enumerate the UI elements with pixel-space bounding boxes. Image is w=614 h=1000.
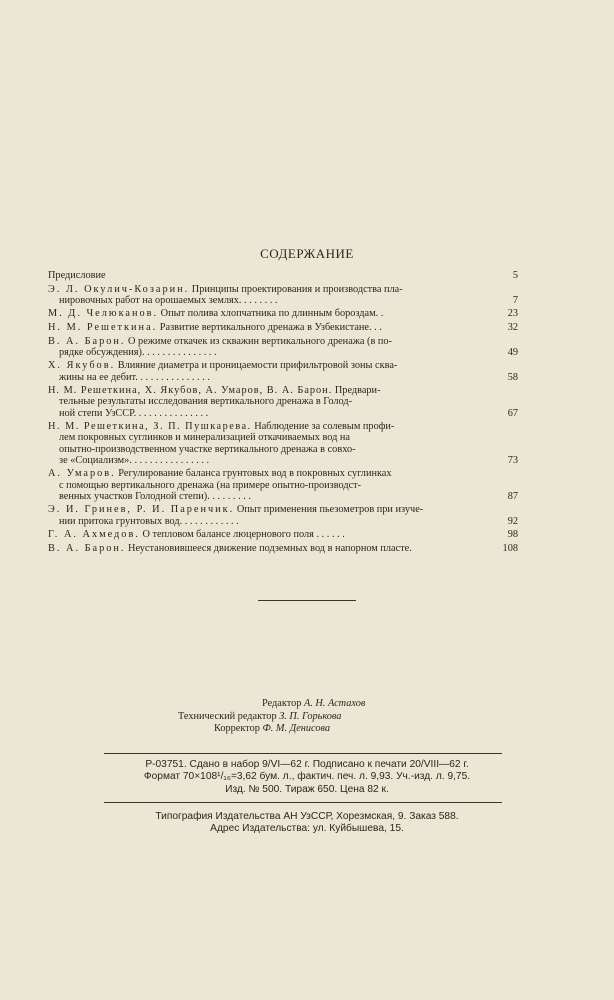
tech-editor-name: З. П. Горькова: [279, 710, 342, 722]
corrector-name: Ф. М. Денисова: [262, 723, 331, 734]
entry-text: Развитие вертикального дренажа в Узбекистане. . .: [159, 321, 382, 333]
entry-text: Предвари-: [334, 385, 381, 397]
top-rule: [104, 753, 502, 754]
imprint-line: Р-03751. Сдано в набор 9/VI—62 г. Подписано к печати 20/VIII—62 г.: [145, 759, 469, 770]
entry-text: нировочных работ на орошаемых землях. . . . . . . .: [59, 294, 278, 306]
toc-entry: [48, 543, 518, 554]
entry-text: Регулирование баланса грунтовых вод в покровных суглинках: [118, 468, 392, 480]
entry-text: лем покровных суглинков и минерализацией откачиваемых вод на: [59, 432, 351, 444]
toc-entry: [48, 504, 518, 526]
editor-name: А. Н. Астахов: [303, 698, 366, 709]
entry-text: Принципы проектирования и производства пла-: [191, 283, 403, 295]
entry-author: М. Д. Челюканов.: [48, 308, 159, 320]
entry-text: Влияние диаметра и проницаемости прифильтровой зоны сква-: [117, 360, 398, 372]
toc-entry: [48, 284, 518, 306]
editor-label: Редактор: [262, 698, 302, 709]
page-number: 108: [502, 542, 518, 554]
entry-text: рядке обсуждения). . . . . . . . . . . . . . .: [59, 346, 217, 358]
entry-text: Опыт полива хлопчатника по длинным бороздам. .: [160, 308, 384, 320]
section-divider: [258, 600, 356, 601]
printer-block: [0, 811, 614, 836]
entry-author: Э. Л. Окулич-Козарин.: [48, 283, 190, 295]
page-number: 7: [512, 294, 518, 306]
contents-heading: СОДЕРЖАНИЕ: [260, 246, 354, 261]
page-number: 92: [507, 515, 518, 527]
corrector-line: [214, 723, 330, 736]
page-number: 5: [512, 270, 518, 281]
editor-line: [262, 698, 365, 711]
entry-text: Неустановившееся движение подземных вод в напорном пласте.: [128, 542, 412, 554]
imprint-line: Формат 70×108¹/₁₆=3,62 бум. л., фактич. печ. л. 9,93. Уч.-изд. л. 9,75.: [143, 771, 471, 783]
page-number: 98: [507, 529, 518, 541]
toc-entry: [48, 421, 518, 466]
corrector-label: Корректор: [214, 723, 260, 734]
entry-author: Г. А. Ахмедов.: [48, 529, 140, 541]
entry-text: опытно-производственном участке вертикального дренажа в совхо-: [59, 443, 356, 455]
entry-text: венных участков Голодной степи). . . . . . . . .: [59, 490, 251, 502]
entry-author: Х. Якубов.: [48, 360, 116, 372]
imprint-line: Изд. № 500. Тираж 650. Цена 82 к.: [225, 783, 389, 795]
entry-text: жины на ее дебит. . . . . . . . . . . . . . .: [59, 371, 210, 383]
entry-author: А. Умаров.: [48, 468, 116, 480]
toc-entry: [48, 468, 518, 502]
toc-entry: [48, 336, 518, 358]
table-of-contents: [48, 270, 518, 556]
imprint-block: [0, 759, 614, 796]
entry-text: Предисловие: [48, 270, 106, 281]
entry-author: Н. М. Решеткина, Х. Якубов, А. Умаров, В. А. Барон.: [48, 385, 333, 397]
page-number: 87: [507, 490, 518, 502]
printer-line: Типография Издательства АН УзССР, Хорезмская, 9. Заказ 588.: [155, 811, 459, 822]
entry-text: О тепловом балансе люцернового поля . . . . . .: [142, 529, 345, 541]
tech-editor-line: [178, 711, 341, 724]
entry-text: тельные результаты исследования вертикального дренажа в Голод-: [59, 396, 353, 408]
entry-author: В. А. Барон.: [48, 335, 126, 347]
entry-text: с помощью вертикального дренажа (на примере опытно-производст-: [59, 479, 362, 491]
entry-text: Опыт применения пьезометров при изуче-: [236, 504, 424, 516]
entry-author: В. А. Барон.: [48, 542, 126, 554]
page-number: 32: [507, 321, 518, 333]
page-number: 67: [507, 407, 518, 419]
toc-entry: [48, 308, 518, 319]
entry-text: ной степи УзССР. . . . . . . . . . . . . . .: [59, 407, 209, 419]
entry-text: О режиме откачек из скважин вертикального дренажа (в по-: [128, 335, 392, 347]
entry-author: Э. И. Гринев, Р. И. Паренчик.: [48, 504, 235, 516]
entry-author: Н. М. Решеткина, З. П. Пушкарева.: [48, 421, 252, 433]
entry-author: Н. М. Решеткина.: [48, 321, 158, 333]
bottom-rule: [104, 802, 502, 803]
entry-text: нии притока грунтовых вод. . . . . . . . . . . .: [59, 515, 239, 527]
toc-entry: [48, 360, 518, 382]
tech-editor-label: Технический редактор: [178, 710, 277, 722]
page-number: 23: [507, 308, 518, 320]
entry-text: Наблюдение за солевым профи-: [254, 421, 395, 433]
toc-entry: [48, 385, 518, 419]
page-number: 73: [507, 454, 518, 466]
printer-line: Адрес Издательства: ул. Куйбышева, 15.: [210, 823, 404, 835]
page-number: 58: [507, 371, 518, 383]
toc-entry: [48, 270, 518, 281]
toc-entry: [48, 529, 518, 540]
toc-entry: [48, 322, 518, 333]
page-number: 49: [507, 346, 518, 358]
entry-text: зе «Социализм». . . . . . . . . . . . . . . .: [59, 454, 210, 466]
